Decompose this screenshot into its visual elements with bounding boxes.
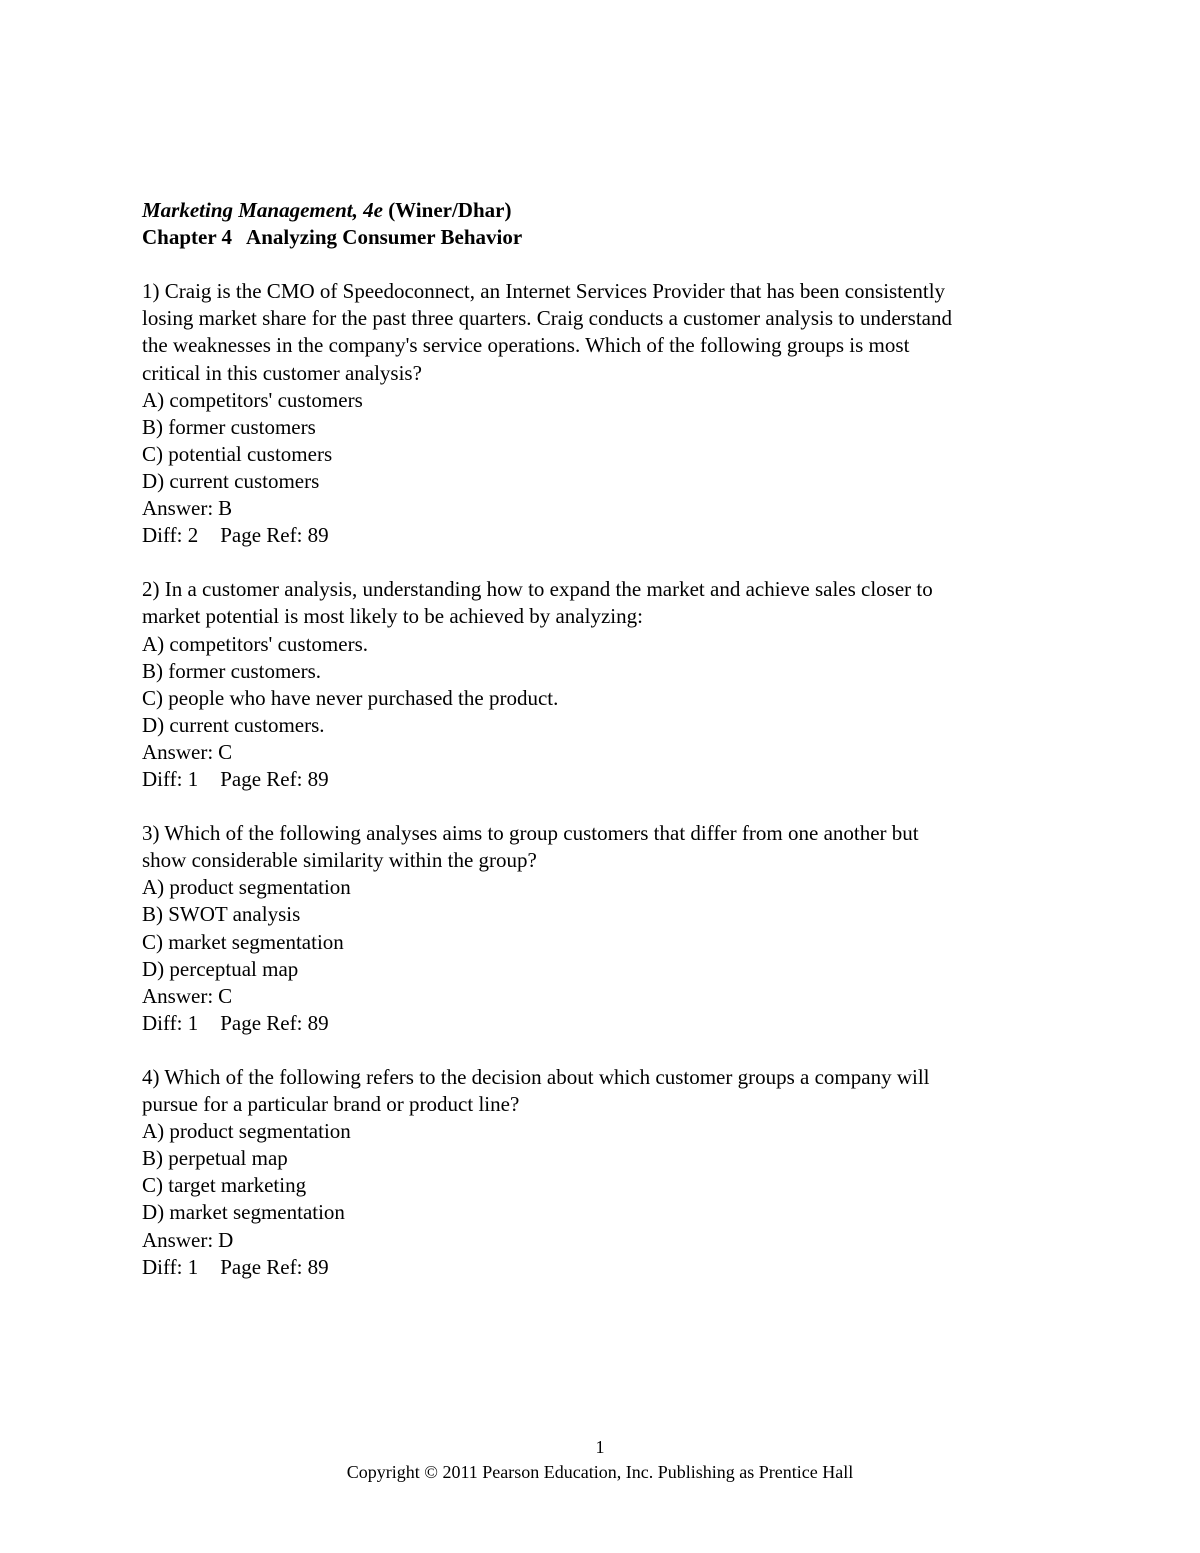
answer-label: Answer: — [142, 1227, 214, 1252]
answer-label: Answer: — [142, 496, 214, 521]
option-a: A) product segmentation — [142, 875, 351, 900]
option-c: C) people who have never purchased the product. — [142, 685, 559, 710]
page-ref: Page Ref: 89 — [220, 523, 329, 548]
option-a: A) competitors' customers. — [142, 631, 368, 656]
answer-line — [142, 1227, 1072, 1254]
book-title-line — [142, 197, 1072, 224]
difficulty-line — [142, 1254, 1072, 1281]
option-b: B) former customers. — [142, 658, 322, 683]
question-stem-line: 1) Craig is the CMO of Speedoconnect, an Internet Services Provider that has been consistently — [142, 279, 946, 304]
question-stem-line: 4) Which of the following refers to the decision about which customer groups a company will — [142, 1065, 930, 1089]
question-2 — [142, 576, 1072, 793]
chapter-title: Analyzing Consumer Behavior — [246, 225, 523, 250]
question-stem-line: 2) In a customer analysis, understanding how to expand the market and achieve sales closer to — [142, 577, 933, 602]
answer-value: D — [218, 1227, 234, 1252]
question-3 — [142, 820, 1072, 1037]
difficulty: Diff: 1 — [142, 766, 199, 791]
difficulty-line — [142, 1010, 1072, 1037]
difficulty: Diff: 2 — [142, 523, 199, 548]
question-1 — [142, 278, 1072, 549]
answer-value: C — [218, 739, 233, 764]
answer-line — [142, 495, 1072, 522]
question-4 — [142, 1064, 1072, 1281]
question-stem-line: critical in this customer analysis? — [142, 360, 422, 385]
book-title: Marketing Management, 4e — [142, 198, 383, 222]
option-b: B) perpetual map — [142, 1146, 288, 1171]
answer-label: Answer: — [142, 739, 214, 764]
question-stem-line: show considerable similarity within the group? — [142, 848, 537, 873]
chapter-heading — [142, 224, 1072, 251]
option-d: D) market segmentation — [142, 1200, 345, 1225]
answer-value: B — [218, 496, 233, 521]
difficulty: Diff: 1 — [142, 1010, 199, 1035]
option-c: C) potential customers — [142, 441, 333, 466]
book-authors: (Winer/Dhar) — [388, 198, 512, 222]
answer-line — [142, 739, 1072, 766]
question-stem-line: market potential is most likely to be achieved by analyzing: — [142, 604, 643, 629]
copyright-notice: Copyright © 2011 Pearson Education, Inc. Publishing as Prentice Hall — [346, 1462, 854, 1482]
question-stem-line: the weaknesses in the company's service operations. Which of the following groups is most — [142, 333, 910, 358]
answer-value: C — [218, 983, 233, 1008]
question-stem-line: pursue for a particular brand or product line? — [142, 1092, 520, 1117]
option-d: D) current customers — [142, 468, 320, 493]
option-b: B) former customers — [142, 414, 316, 439]
page-ref: Page Ref: 89 — [220, 1254, 329, 1279]
option-d: D) current customers. — [142, 712, 325, 737]
page-content — [142, 197, 1072, 1281]
option-b: B) SWOT analysis — [142, 902, 301, 927]
difficulty-line — [142, 522, 1072, 549]
option-d: D) perceptual map — [142, 956, 299, 981]
page-ref: Page Ref: 89 — [220, 1010, 329, 1035]
question-stem-line: 3) Which of the following analyses aims to group customers that differ from one another but — [142, 821, 919, 846]
difficulty: Diff: 1 — [142, 1254, 199, 1279]
answer-label: Answer: — [142, 983, 214, 1008]
answer-line — [142, 983, 1072, 1010]
page-number: 1 — [595, 1437, 605, 1457]
option-c: C) target marketing — [142, 1173, 307, 1198]
chapter-number: Chapter 4 — [142, 225, 233, 250]
difficulty-line — [142, 766, 1072, 793]
option-a: A) competitors' customers — [142, 387, 363, 412]
question-stem-line: losing market share for the past three quarters. Craig conducts a customer analysis to understand — [142, 306, 953, 331]
option-a: A) product segmentation — [142, 1119, 351, 1144]
page-ref: Page Ref: 89 — [220, 766, 329, 791]
option-c: C) market segmentation — [142, 929, 344, 954]
